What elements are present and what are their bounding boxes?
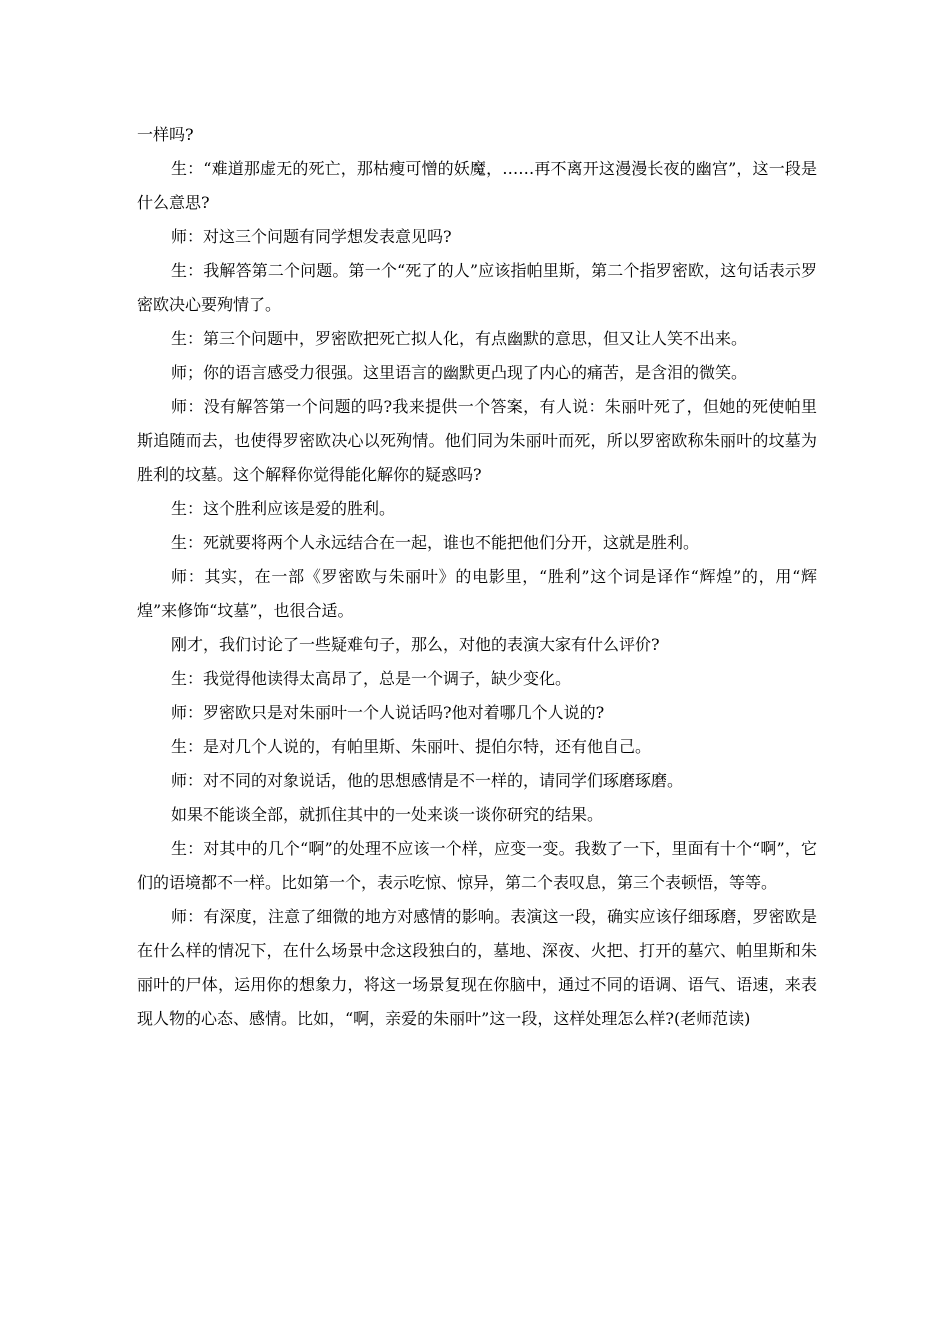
paragraph: 生：这个胜利应该是爱的胜利。 xyxy=(171,499,396,518)
paragraph: 师：没有解答第一个问题的吗?我来提供一个答案，有人说：朱丽叶死了，但她的死使帕里斯追随而去，也使得罗密欧决心以死殉情。他们同为朱丽叶而死，所以罗密欧称朱丽叶的坟墓为胜利的坟墓。这个解释你觉得能化解你的疑惑吗? xyxy=(137,397,817,484)
paragraph: 生：我觉得他读得太高昂了，总是一个调子，缺少变化。 xyxy=(171,669,572,688)
paragraph: 师：其实，在一部《罗密欧与朱丽叶》的电影里，“胜利”这个词是译作“辉煌”的，用“辉煌”来修饰“坟墓”，也很合适。 xyxy=(137,567,817,620)
paragraph: 一样吗? xyxy=(137,125,194,144)
paragraph: 师：对这三个问题有同学想发表意见吗? xyxy=(171,227,452,246)
paragraph: 师：有深度，注意了细微的地方对感情的影响。表演这一段，确实应该仔细琢磨，罗密欧是在什么样的情况下，在什么场景中念这段独白的，墓地、深夜、火把、打开的墓穴、帕里斯和朱丽叶的尸体，运用你的想象力，将这一场景复现在你脑中，通过不同的语调、语气、语速，来表现人物的心态、感情。比如，“啊，亲爱的朱丽叶”这一段，这样处理怎么样?(老师范读) xyxy=(137,907,817,1028)
paragraph: 生：死就要将两个人永远结合在一起，谁也不能把他们分开，这就是胜利。 xyxy=(171,533,700,552)
paragraph: 生：第三个问题中，罗密欧把死亡拟人化，有点幽默的意思，但又让人笑不出来。 xyxy=(171,329,748,348)
paragraph: 生：“难道那虚无的死亡，那枯瘦可憎的妖魔，……再不离开这漫漫长夜的幽宫”，这一段是什么意思? xyxy=(137,159,817,212)
paragraph: 生：我解答第二个问题。第一个“死了的人”应该指帕里斯，第二个指罗密欧，这句话表示罗密欧决心要殉情了。 xyxy=(137,261,817,314)
paragraph: 如果不能谈全部，就抓住其中的一处来谈一谈你研究的结果。 xyxy=(171,805,604,824)
paragraph: 刚才，我们讨论了一些疑难句子，那么，对他的表演大家有什么评价? xyxy=(171,635,660,654)
paragraph: 师：对不同的对象说话，他的思想感情是不一样的，请同学们琢磨琢磨。 xyxy=(171,771,684,790)
paragraph: 师；你的语言感受力很强。这里语言的幽默更凸现了内心的痛苦，是含泪的微笑。 xyxy=(171,363,748,382)
paragraph: 生：是对几个人说的，有帕里斯、朱丽叶、提伯尔特，还有他自己。 xyxy=(171,737,652,756)
document-page xyxy=(137,118,817,1036)
paragraph: 师：罗密欧只是对朱丽叶一个人说话吗?他对着哪几个人说的? xyxy=(171,703,605,722)
paragraph: 生：对其中的几个“啊”的处理不应该一个样，应变一变。我数了一下，里面有十个“啊”，它们的语境都不一样。比如第一个，表示吃惊、惊异，第二个表叹息，第三个表顿悟，等等。 xyxy=(137,839,817,892)
